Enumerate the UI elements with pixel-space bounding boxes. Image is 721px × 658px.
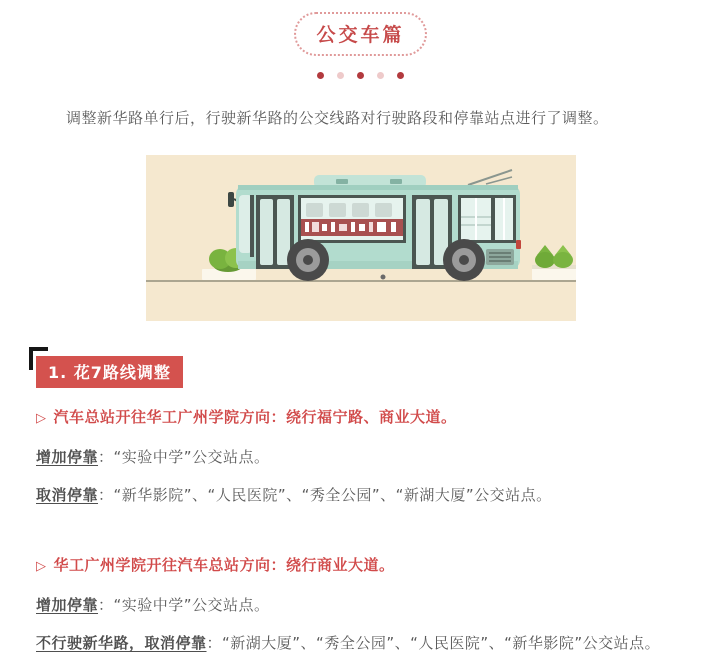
intro-paragraph: 调整新华路单行后，行驶新华路的公交线路对行驶路段和停靠站点进行了调整。 [66,109,609,127]
stop-line-add-2 [36,592,685,620]
badge-row [0,0,721,56]
triangle-bullet-icon: ▷ [36,558,47,574]
carousel-dot [317,72,324,79]
stop-action-label: 取消停靠 [36,485,99,504]
carousel-dots [0,71,721,79]
bus-illustration [146,155,576,321]
bus-illustration-svg [146,155,576,321]
direction-heading-1 [36,406,685,429]
direction-heading-2 [36,554,685,577]
direction-heading-1-text: 汽车总站开往华工广州学院方向：绕行福宁路、商业大道。 [53,407,457,426]
carousel-dot [377,72,384,79]
section-badge [294,12,426,56]
carousel-dot [397,72,404,79]
direction-heading-2-text: 华工广州学院开往汽车总站方向：绕行商业大道。 [53,555,395,574]
carousel-dot [357,72,364,79]
stop-line-text: ：“实验中学”公交站点。 [98,596,270,614]
triangle-bullet-icon: ▷ [36,410,47,426]
route-section-header [36,356,685,386]
route-section-title: 1. 花7路线调整 [36,356,183,388]
stop-line-text: ：“新湖大厦”、“秀全公园”、“人民医院”、“新华影院”公交站点。 [206,633,661,652]
stop-line-cancel-1 [36,482,685,510]
section-badge-label: 公交车篇 [316,24,405,46]
stop-action-label: 增加停靠 [36,448,99,466]
stop-line-add-1 [36,444,685,472]
stop-line-text: ：“新华影院”、“人民医院”、“秀全公园”、“新湖大厦”公交站点。 [98,485,552,504]
stop-line-text: ：“实验中学”公交站点。 [98,448,270,466]
stop-line-cancel-2 [36,630,685,658]
carousel-dot [337,72,344,79]
stop-action-label: 不行驶新华路，取消停靠 [36,633,207,652]
stop-action-label: 增加停靠 [36,596,99,614]
